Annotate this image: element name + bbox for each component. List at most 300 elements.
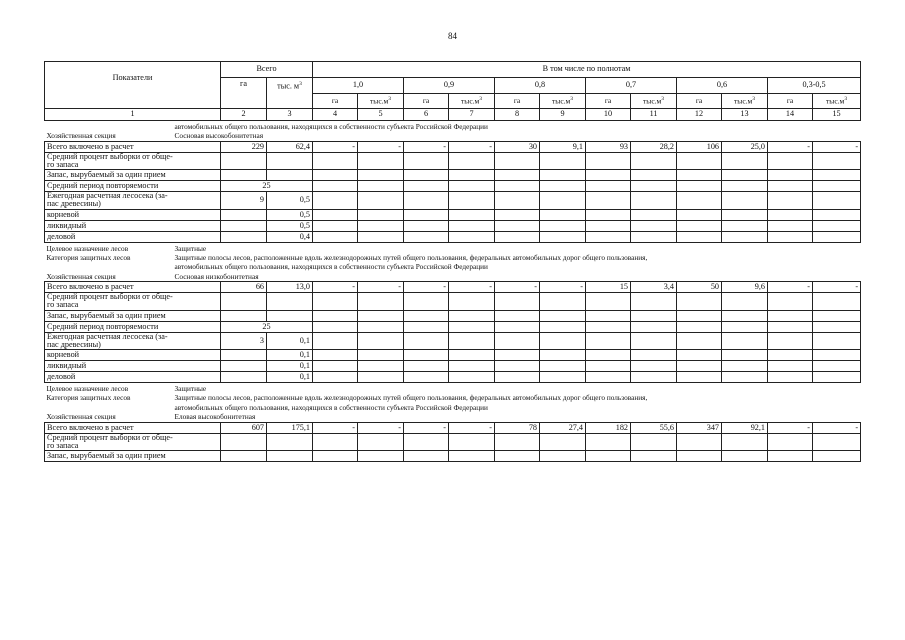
table-cell: - [813, 141, 861, 152]
row-label-line: Всего включено в расчет [47, 422, 134, 432]
row-label-line: Запас, вырубаемый за один прием [47, 170, 166, 180]
unit-cube-sup: 3 [388, 96, 392, 102]
table-cell [495, 231, 540, 242]
table-cell [813, 310, 861, 321]
table-cell: - [404, 141, 449, 152]
indicators-header: Показатели [45, 62, 221, 109]
table-cell [313, 209, 358, 220]
row-label-line: Средний процент выборки от обще- [47, 433, 173, 442]
table-row [45, 433, 861, 450]
table-cell: 0,5 [267, 192, 313, 209]
table-cell [404, 220, 449, 231]
density-header: 0,7 [586, 78, 677, 94]
table-cell [267, 433, 313, 450]
row-label [45, 220, 221, 231]
table-row [45, 209, 861, 220]
info-value: Сосновая высокобонитетная [174, 131, 264, 141]
unit-cube-sup: 3 [661, 96, 665, 102]
table-cell [495, 433, 540, 450]
table-cell [540, 361, 586, 372]
table-cell [586, 209, 631, 220]
row-label-line: го запаса [47, 440, 79, 450]
table-cell [313, 310, 358, 321]
column-number: 14 [768, 109, 813, 121]
table-cell: 0,1 [267, 350, 313, 361]
table-cell [313, 181, 358, 192]
table-row [45, 220, 861, 231]
table-cell [540, 181, 586, 192]
density-header: 0,9 [404, 78, 495, 94]
table-cell: 66 [221, 282, 267, 293]
info-line [47, 403, 859, 412]
table-cell: 27,4 [540, 422, 586, 433]
table-cell [358, 152, 404, 169]
table-cell [813, 181, 861, 192]
row-label-line: Средний период повторяемости [47, 181, 159, 191]
table-cell: 50 [677, 282, 722, 293]
table-cell [540, 372, 586, 383]
table-row [45, 170, 861, 181]
table-cell [267, 293, 313, 310]
table-cell [449, 332, 495, 349]
table-cell [540, 332, 586, 349]
table-cell [495, 372, 540, 383]
table-cell [495, 170, 540, 181]
table-cell [631, 433, 677, 450]
table-cell [722, 332, 768, 349]
unit-volume-text: тыс.м [643, 96, 662, 106]
table-cell [221, 433, 267, 450]
table-cell [313, 152, 358, 169]
table-cell [813, 372, 861, 383]
column-number: 10 [586, 109, 631, 121]
row-label-line: Ежегодная расчетная лесосека (за- [47, 332, 168, 341]
table-cell [495, 361, 540, 372]
column-number: 3 [267, 109, 313, 121]
table-cell [404, 152, 449, 169]
row-label-line: пас древесины) [47, 339, 101, 349]
row-label-line: го запаса [47, 160, 79, 170]
table-row [45, 293, 861, 310]
table-cell [631, 152, 677, 169]
table-cell: 347 [677, 422, 722, 433]
table-cell [358, 209, 404, 220]
unit-volume-header [813, 94, 861, 109]
table-cell [722, 310, 768, 321]
table-cell: 30 [495, 141, 540, 152]
row-label-line: Всего включено в расчет [47, 141, 134, 151]
group-info [45, 383, 861, 422]
table-cell: - [313, 141, 358, 152]
table-cell [313, 293, 358, 310]
unit-volume-header [540, 94, 586, 109]
row-label-line: го запаса [47, 300, 79, 310]
row-label [45, 282, 221, 293]
table-cell [768, 310, 813, 321]
table-cell: 3 [221, 332, 267, 349]
density-header: 0,3-0,5 [768, 78, 861, 94]
table-cell [768, 332, 813, 349]
group-info-row [45, 383, 861, 423]
table-cell: 607 [221, 422, 267, 433]
table-cell [631, 372, 677, 383]
unit-cube-sup: 3 [479, 96, 483, 102]
row-label [45, 350, 221, 361]
table-cell: - [358, 422, 404, 433]
row-label [45, 141, 221, 152]
table-cell [631, 361, 677, 372]
unit-volume-header [449, 94, 495, 109]
row-label-line: Средний процент выборки от обще- [47, 152, 173, 161]
table-cell [221, 372, 267, 383]
row-label-line: ликвидный [47, 360, 87, 370]
table-cell: - [358, 141, 404, 152]
table-cell [313, 231, 358, 242]
info-line [47, 122, 859, 131]
table-cell [722, 372, 768, 383]
unit-volume-text: тыс.м [370, 96, 389, 106]
table-cell [404, 293, 449, 310]
table-cell: 182 [586, 422, 631, 433]
table-cell [586, 361, 631, 372]
table-cell [358, 361, 404, 372]
unit-ha-header: га [495, 94, 540, 109]
unit-volume-text: тыс.м [826, 96, 845, 106]
table-cell [313, 192, 358, 209]
table-cell [313, 321, 358, 332]
table-cell: - [313, 422, 358, 433]
unit-ha-header: га [404, 94, 449, 109]
table-cell [768, 372, 813, 383]
table-cell [813, 350, 861, 361]
table-cell [677, 451, 722, 462]
table-cell [221, 220, 267, 231]
table-cell [677, 293, 722, 310]
table-cell [677, 220, 722, 231]
info-value: Защитные [174, 384, 207, 394]
table-cell [495, 321, 540, 332]
column-number: 13 [722, 109, 768, 121]
row-label [45, 372, 221, 383]
table-cell [677, 350, 722, 361]
table-row [45, 282, 861, 293]
table-cell [722, 181, 768, 192]
total-ha-header: га [221, 78, 267, 109]
table-cell [540, 231, 586, 242]
group-info [45, 121, 861, 141]
table-row [45, 361, 861, 372]
table-cell: 106 [677, 141, 722, 152]
table-cell [768, 209, 813, 220]
row-label-line: Средний процент выборки от обще- [47, 292, 173, 302]
table-cell [404, 181, 449, 192]
table-row [45, 231, 861, 242]
table-cell: - [768, 141, 813, 152]
table-cell [358, 181, 404, 192]
table-cell: 0,1 [267, 361, 313, 372]
table-cell [677, 332, 722, 349]
table-cell [221, 293, 267, 310]
table-cell: 15 [586, 282, 631, 293]
row-label [45, 310, 221, 321]
column-number: 7 [449, 109, 495, 121]
allowable-cut-table [44, 61, 861, 462]
table-cell [631, 220, 677, 231]
column-number: 2 [221, 109, 267, 121]
table-cell [631, 192, 677, 209]
table-cell [495, 293, 540, 310]
table-cell [722, 192, 768, 209]
table-cell [221, 209, 267, 220]
table-cell: 55,6 [631, 422, 677, 433]
table-cell [449, 231, 495, 242]
table-cell [768, 451, 813, 462]
table-cell [768, 293, 813, 310]
density-header: 0,6 [677, 78, 768, 94]
row-label [45, 209, 221, 220]
table-cell: - [768, 422, 813, 433]
table-cell [313, 433, 358, 450]
table-cell [221, 152, 267, 169]
table-cell [722, 433, 768, 450]
table-cell [449, 152, 495, 169]
info-line [47, 253, 859, 262]
table-cell [449, 350, 495, 361]
row-label [45, 321, 221, 332]
table-cell: - [404, 422, 449, 433]
table-cell [495, 181, 540, 192]
table-cell: 25 [221, 321, 313, 332]
table-cell [722, 152, 768, 169]
table-cell: 0,4 [267, 231, 313, 242]
table-cell [221, 170, 267, 181]
table-cell [449, 433, 495, 450]
row-label-line: пас древесины) [47, 199, 101, 209]
table-cell [540, 170, 586, 181]
table-cell [586, 350, 631, 361]
table-cell [677, 321, 722, 332]
row-label-line: Запас, вырубаемый за один прием [47, 450, 166, 460]
row-label [45, 433, 221, 450]
table-cell [404, 433, 449, 450]
table-cell [631, 181, 677, 192]
table-cell: 25 [221, 181, 313, 192]
info-value: Сосновая низкобонитетная [174, 271, 259, 281]
table-cell [586, 231, 631, 242]
total-header: Всего [221, 62, 313, 78]
table-cell: 13,0 [267, 282, 313, 293]
table-cell [813, 361, 861, 372]
table-cell [813, 433, 861, 450]
table-cell: 9,1 [540, 141, 586, 152]
table-cell [267, 310, 313, 321]
table-cell [495, 310, 540, 321]
column-number: 6 [404, 109, 449, 121]
table-cell [358, 451, 404, 462]
info-value: Защитные полосы лесов, расположенные вдоль железнодорожных путей общего пользования, федеральных автомобильных дорог общего пользования, [174, 253, 648, 263]
table-cell [221, 231, 267, 242]
table-row [45, 192, 861, 209]
table-cell [768, 181, 813, 192]
table-cell [677, 209, 722, 220]
table-cell [586, 170, 631, 181]
column-number: 8 [495, 109, 540, 121]
group-info-cell [45, 383, 861, 423]
row-label-line: Всего включено в расчет [47, 282, 134, 292]
info-value: автомобильных общего пользования, находящихся в собственности субъекта Российской Федерации [174, 262, 488, 272]
table-cell [221, 350, 267, 361]
table-cell [540, 451, 586, 462]
table-cell [768, 220, 813, 231]
info-line [47, 272, 859, 281]
unit-ha-header: га [677, 94, 722, 109]
table-cell: 78 [495, 422, 540, 433]
info-value: Защитные [174, 243, 207, 253]
row-label [45, 181, 221, 192]
table-cell: 175,1 [267, 422, 313, 433]
row-label-line: Ежегодная расчетная лесосека (за- [47, 191, 168, 201]
row-label-line: Запас, вырубаемый за один прием [47, 310, 166, 320]
row-label [45, 332, 221, 349]
total-volume-header: тыс. $м^3$ [267, 78, 313, 109]
table-row [45, 181, 861, 192]
table-row [45, 310, 861, 321]
table-cell [495, 220, 540, 231]
table-cell [404, 321, 449, 332]
table-cell [358, 220, 404, 231]
table-cell [813, 170, 861, 181]
table-cell [768, 192, 813, 209]
table-cell [540, 220, 586, 231]
table-cell [768, 433, 813, 450]
column-number-row [45, 109, 861, 121]
table-row [45, 372, 861, 383]
table-cell [358, 350, 404, 361]
table-cell [813, 321, 861, 332]
table-cell: - [404, 282, 449, 293]
info-key: Целевое назначение лесов [46, 243, 129, 253]
page-number: 84 [448, 31, 457, 41]
column-number: 9 [540, 109, 586, 121]
info-value: Защитные полосы лесов, расположенные вдоль железнодорожных путей общего пользования, федеральных автомобильных дорог общего пользования, [174, 393, 648, 403]
row-label [45, 451, 221, 462]
table-cell [449, 321, 495, 332]
table-cell [358, 433, 404, 450]
info-line [47, 131, 859, 140]
table-cell [586, 332, 631, 349]
info-line [47, 262, 859, 271]
table-cell [449, 170, 495, 181]
table-cell: 28,2 [631, 141, 677, 152]
table-cell [495, 451, 540, 462]
table-cell [313, 170, 358, 181]
table-cell: 9,6 [722, 282, 768, 293]
table-cell: 0,1 [267, 332, 313, 349]
row-label [45, 231, 221, 242]
info-value: автомобильных общего пользования, находящихся в собственности субъекта Российской Федерации [174, 122, 488, 131]
table-cell [267, 152, 313, 169]
group-info-row [45, 242, 861, 282]
table-cell [313, 332, 358, 349]
table-cell [586, 181, 631, 192]
unit-volume-text: тыс.м [461, 96, 480, 106]
table-cell [313, 350, 358, 361]
table-cell [722, 220, 768, 231]
table-cell [586, 192, 631, 209]
table-cell [722, 170, 768, 181]
row-label [45, 293, 221, 310]
table-cell [358, 293, 404, 310]
table-row [45, 152, 861, 169]
unit-volume-header [631, 94, 677, 109]
table-cell: - [813, 422, 861, 433]
table-cell: 9 [221, 192, 267, 209]
table-cell [221, 310, 267, 321]
table-cell [586, 451, 631, 462]
table-cell: 0,5 [267, 209, 313, 220]
table-cell [221, 361, 267, 372]
table-cell [677, 310, 722, 321]
table-cell [449, 192, 495, 209]
table-cell [586, 321, 631, 332]
info-line [47, 393, 859, 402]
row-label-line: деловой [47, 371, 76, 381]
table-cell [540, 350, 586, 361]
info-key: Целевое назначение лесов [46, 384, 129, 394]
table-cell [813, 152, 861, 169]
table-cell [768, 321, 813, 332]
table-cell [267, 170, 313, 181]
table-cell [540, 152, 586, 169]
table-cell [313, 220, 358, 231]
table-cell [404, 361, 449, 372]
table-cell [631, 310, 677, 321]
info-line [47, 384, 859, 393]
info-key: Категория защитных лесов [46, 253, 131, 263]
table-cell [404, 451, 449, 462]
table-cell [813, 332, 861, 349]
table-cell: - [813, 282, 861, 293]
table-cell [449, 293, 495, 310]
table-row [45, 451, 861, 462]
table-cell [540, 192, 586, 209]
table-cell [586, 310, 631, 321]
unit-volume-header [722, 94, 768, 109]
table-cell [449, 451, 495, 462]
table-cell [586, 433, 631, 450]
table-cell [358, 231, 404, 242]
table-cell [540, 209, 586, 220]
table-cell: - [540, 282, 586, 293]
row-label-line: Средний период повторяемости [47, 321, 159, 331]
table-cell: 92,1 [722, 422, 768, 433]
info-value: Еловая высокобонитетная [174, 412, 256, 422]
table-cell [221, 451, 267, 462]
table-cell [495, 152, 540, 169]
table-cell [358, 372, 404, 383]
column-number: 12 [677, 109, 722, 121]
unit-ha-header: га [586, 94, 631, 109]
table-cell: 93 [586, 141, 631, 152]
group-info [45, 243, 861, 282]
table-cell [358, 321, 404, 332]
table-cell [404, 231, 449, 242]
table-cell [768, 350, 813, 361]
table-cell [540, 321, 586, 332]
table-cell [631, 293, 677, 310]
table-cell [631, 170, 677, 181]
unit-cube-sup: 3 [570, 96, 574, 102]
